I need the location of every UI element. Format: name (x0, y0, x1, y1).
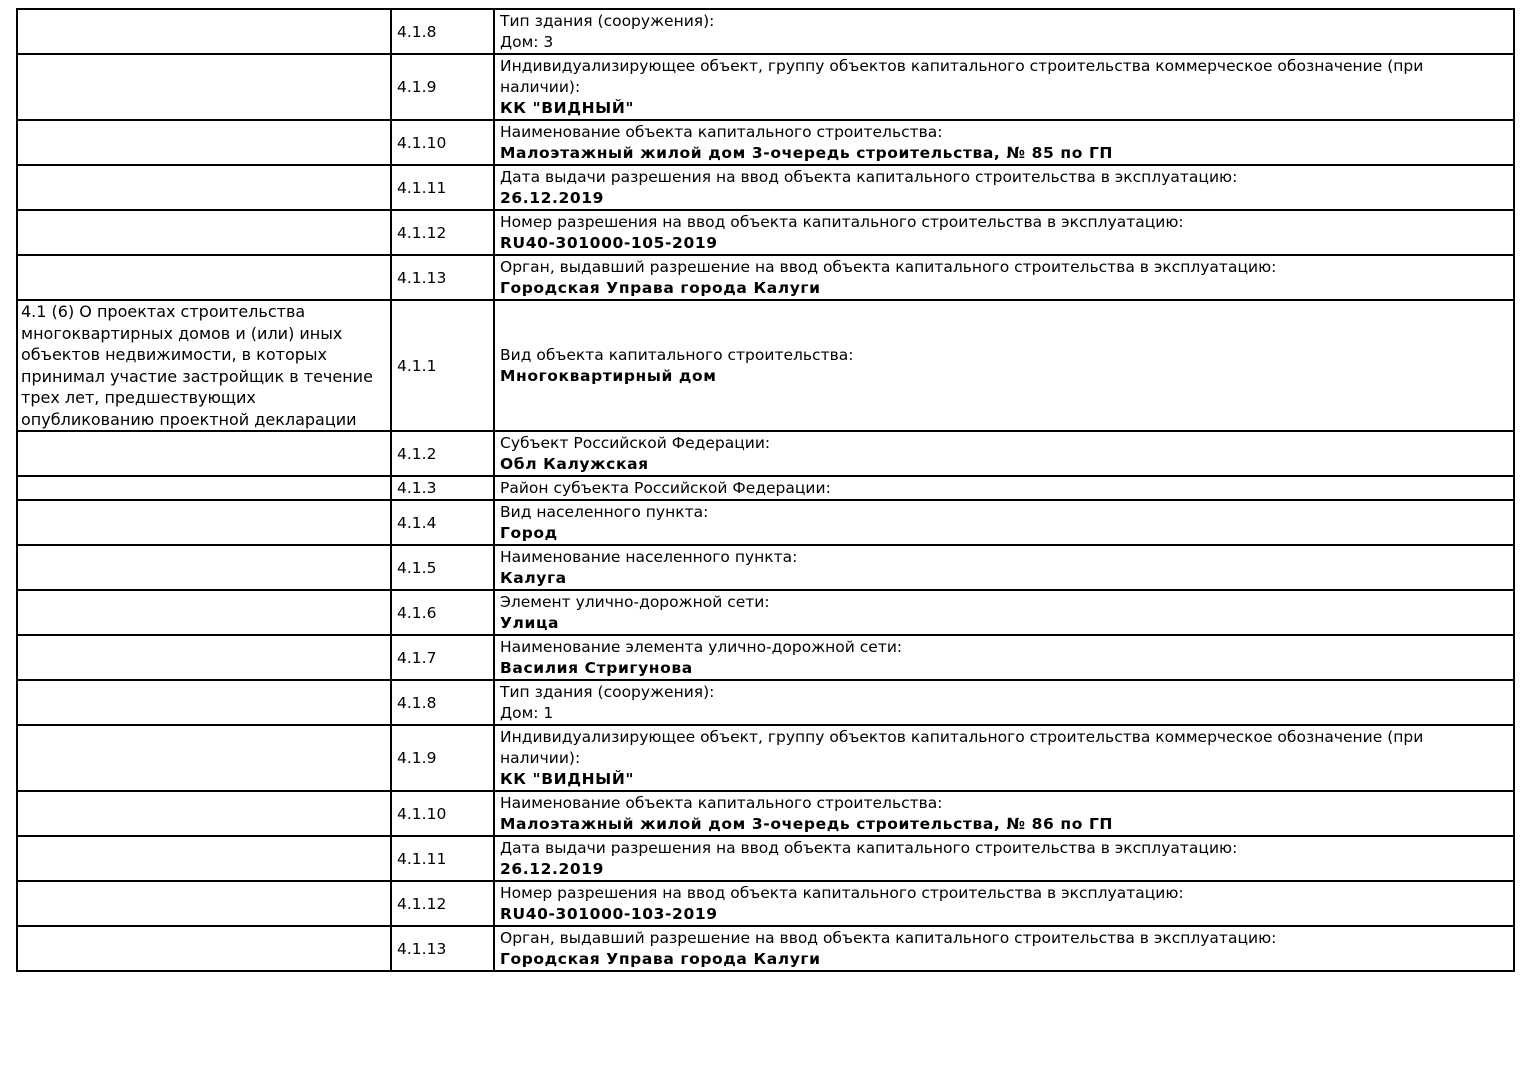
item-number: 4.1.13 (397, 939, 447, 958)
table-row (17, 590, 1514, 635)
table-row (17, 210, 1514, 255)
field-label: Дата выдачи разрешения на ввод объекта капитального строительства в эксплуатацию: (500, 839, 1238, 857)
table-row (17, 881, 1514, 926)
content-cell (494, 255, 1514, 300)
table-row (17, 725, 1514, 791)
section-cell (17, 926, 391, 971)
item-number: 4.1.10 (397, 804, 447, 823)
content-cell (494, 791, 1514, 836)
item-number: 4.1.9 (397, 749, 437, 767)
item-number-cell (391, 680, 494, 725)
item-number: 4.1.3 (397, 479, 437, 497)
item-number-cell (391, 836, 494, 881)
field-value: Обл Калужская (500, 455, 649, 473)
table-row (17, 791, 1514, 836)
item-number-cell (391, 725, 494, 791)
field-value: Город (500, 524, 558, 542)
item-number-cell (391, 54, 494, 120)
content-cell (494, 300, 1514, 431)
field-value: Городская Управа города Калуги (500, 950, 821, 968)
table-row (17, 836, 1514, 881)
section-cell (17, 791, 391, 836)
item-number-cell (391, 255, 494, 300)
content-cell (494, 881, 1514, 926)
item-number-cell (391, 926, 494, 971)
content-cell (494, 680, 1514, 725)
table-row (17, 500, 1514, 545)
project-declaration-table (16, 8, 1515, 972)
item-number: 4.1.8 (397, 22, 437, 41)
field-value: КК "ВИДНЫЙ" (500, 99, 635, 117)
field-label: Район субъекта Российской Федерации: (500, 479, 831, 497)
field-value: Малоэтажный жилой дом 3-очередь строительства, № 86 по ГП (500, 815, 1114, 833)
item-number-cell (391, 165, 494, 210)
content-cell (494, 210, 1514, 255)
section-cell (17, 545, 391, 590)
table-body (17, 9, 1514, 971)
table-row (17, 680, 1514, 725)
field-value: КК "ВИДНЫЙ" (500, 770, 635, 788)
item-number-cell (391, 881, 494, 926)
content-cell (494, 476, 1514, 500)
table-row (17, 476, 1514, 500)
content-cell (494, 545, 1514, 590)
content-cell (494, 120, 1514, 165)
field-value: Дом: 1 (500, 704, 554, 722)
item-number-cell (391, 210, 494, 255)
item-number-cell (391, 500, 494, 545)
item-number: 4.1.12 (397, 894, 447, 913)
field-label: Дата выдачи разрешения на ввод объекта капитального строительства в эксплуатацию: (500, 168, 1238, 186)
section-cell (17, 54, 391, 120)
field-label: Вид населенного пункта: (500, 503, 709, 521)
section-cell (17, 431, 391, 476)
item-number: 4.1.9 (397, 78, 437, 96)
item-number-cell (391, 431, 494, 476)
field-label: Наименование элемента улично-дорожной сети: (500, 638, 903, 656)
section-cell (17, 9, 391, 54)
section-cell (17, 635, 391, 680)
field-label: Наименование объекта капитального строительства: (500, 123, 943, 141)
section-cell (17, 476, 391, 500)
field-value: Василия Стригунова (500, 659, 693, 677)
field-value: Малоэтажный жилой дом 3-очередь строительства, № 85 по ГП (500, 144, 1114, 162)
table-row (17, 54, 1514, 120)
item-number-cell (391, 590, 494, 635)
item-number: 4.1.4 (397, 513, 437, 532)
item-number: 4.1.12 (397, 223, 447, 242)
content-cell (494, 54, 1514, 120)
field-value: Калуга (500, 569, 567, 587)
field-label: Тип здания (сооружения): (500, 683, 715, 701)
content-cell (494, 9, 1514, 54)
field-value: RU40-301000-105-2019 (500, 234, 718, 252)
table-row (17, 926, 1514, 971)
section-cell (17, 500, 391, 545)
section-cell (17, 255, 391, 300)
table-row (17, 255, 1514, 300)
field-value: Городская Управа города Калуги (500, 279, 821, 297)
item-number-cell (391, 476, 494, 500)
item-number-cell (391, 9, 494, 54)
item-number-cell (391, 545, 494, 590)
section-cell (17, 165, 391, 210)
section-label: 4.1 (6) О проектах строительства многоквартирных домов и (или) иных объектов недвижимости, в которых принимал участие застройщик в течение трех лет, предшествующих опубликованию проектной декларации (21, 302, 373, 429)
table-row (17, 165, 1514, 210)
item-number: 4.1.10 (397, 133, 447, 152)
field-label: Субъект Российской Федерации: (500, 434, 771, 452)
section-cell (17, 210, 391, 255)
item-number: 4.1.11 (397, 178, 447, 197)
section-cell (17, 120, 391, 165)
item-number-cell (391, 791, 494, 836)
content-cell (494, 590, 1514, 635)
item-number-cell (391, 300, 494, 431)
item-number: 4.1.13 (397, 268, 447, 287)
field-value: 26.12.2019 (500, 189, 605, 207)
field-label: Номер разрешения на ввод объекта капитального строительства в эксплуатацию: (500, 213, 1184, 231)
item-number: 4.1.11 (397, 849, 447, 868)
content-cell (494, 725, 1514, 791)
field-label: Индивидуализирующее объект, группу объектов капитального строительства коммерческое обозначение (при наличии): (500, 728, 1424, 767)
content-cell (494, 836, 1514, 881)
table-row (17, 120, 1514, 165)
section-cell (17, 725, 391, 791)
item-number: 4.1.7 (397, 648, 437, 667)
field-label: Орган, выдавший разрешение на ввод объекта капитального строительства в эксплуатацию: (500, 929, 1277, 947)
field-label: Наименование населенного пункта: (500, 548, 798, 566)
field-label: Орган, выдавший разрешение на ввод объекта капитального строительства в эксплуатацию: (500, 258, 1277, 276)
content-cell (494, 926, 1514, 971)
field-value: 26.12.2019 (500, 860, 605, 878)
table-row (17, 635, 1514, 680)
section-cell (17, 836, 391, 881)
table-row (17, 431, 1514, 476)
content-cell (494, 500, 1514, 545)
field-label: Элемент улично-дорожной сети: (500, 593, 770, 611)
field-value: Улица (500, 614, 560, 632)
section-cell (17, 590, 391, 635)
section-cell (17, 881, 391, 926)
field-label: Наименование объекта капитального строительства: (500, 794, 943, 812)
item-number-cell (391, 635, 494, 680)
field-value: Дом: 3 (500, 33, 554, 51)
item-number: 4.1.1 (397, 356, 437, 375)
table-row (17, 545, 1514, 590)
content-cell (494, 431, 1514, 476)
content-cell (494, 165, 1514, 210)
item-number: 4.1.6 (397, 603, 437, 622)
field-value: RU40-301000-103-2019 (500, 905, 718, 923)
field-label: Тип здания (сооружения): (500, 12, 715, 30)
table-row (17, 9, 1514, 54)
section-cell (17, 680, 391, 725)
content-cell (494, 635, 1514, 680)
item-number-cell (391, 120, 494, 165)
field-label: Номер разрешения на ввод объекта капитального строительства в эксплуатацию: (500, 884, 1184, 902)
table-row (17, 300, 1514, 431)
item-number: 4.1.2 (397, 444, 437, 463)
field-label: Индивидуализирующее объект, группу объектов капитального строительства коммерческое обозначение (при наличии): (500, 57, 1424, 96)
item-number: 4.1.5 (397, 558, 437, 577)
section-cell (17, 300, 391, 431)
item-number: 4.1.8 (397, 693, 437, 712)
field-label: Вид объекта капитального строительства: (500, 346, 854, 364)
field-value: Многоквартирный дом (500, 367, 717, 385)
